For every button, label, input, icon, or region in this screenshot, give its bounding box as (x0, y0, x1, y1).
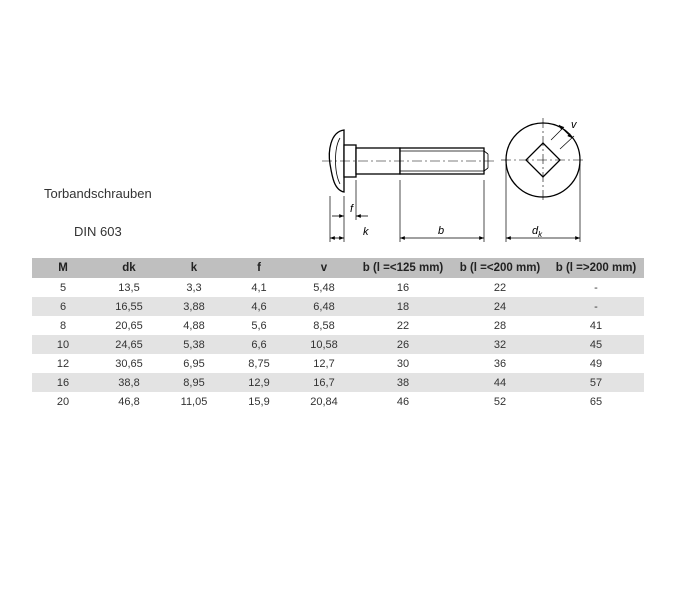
column-header: k (164, 258, 224, 278)
table-cell: 16 (32, 373, 94, 392)
table-cell: 16,55 (94, 297, 164, 316)
column-header: M (32, 258, 94, 278)
table-cell: 10,58 (294, 335, 354, 354)
table-cell: 28 (452, 316, 548, 335)
dimensions-table (32, 258, 644, 411)
table-cell: 4,88 (164, 316, 224, 335)
table-cell: 13,5 (94, 278, 164, 297)
table-cell: 20,65 (94, 316, 164, 335)
table-cell: 4,1 (224, 278, 294, 297)
table-cell: 22 (354, 316, 452, 335)
table-cell: 5 (32, 278, 94, 297)
table-cell: 22 (452, 278, 548, 297)
standard-label: DIN 603 (74, 224, 122, 239)
table-body (32, 278, 644, 411)
table-cell: 52 (452, 392, 548, 411)
table-row (32, 278, 644, 297)
table-row (32, 392, 644, 411)
table-cell: 46 (354, 392, 452, 411)
table-cell: 38,8 (94, 373, 164, 392)
dimension-label-f: f (350, 203, 354, 215)
dimension-label-b: b (438, 225, 445, 237)
table-cell: 16 (354, 278, 452, 297)
column-header: dk (94, 258, 164, 278)
table-header-row (32, 258, 644, 278)
table-row (32, 316, 644, 335)
table-cell: 20 (32, 392, 94, 411)
dimension-label-dk-sub: k (538, 230, 543, 239)
table-cell: - (548, 297, 644, 316)
page-title: Torbandschrauben (44, 186, 152, 201)
table-cell: 4,6 (224, 297, 294, 316)
table-cell: 12 (32, 354, 94, 373)
table-cell: 38 (354, 373, 452, 392)
table-cell: - (548, 278, 644, 297)
table-cell: 8,58 (294, 316, 354, 335)
table-cell: 3,88 (164, 297, 224, 316)
table-cell: 15,9 (224, 392, 294, 411)
table-cell: 12,9 (224, 373, 294, 392)
table-cell: 46,8 (94, 392, 164, 411)
dimension-label-dk (532, 225, 543, 239)
table-cell: 3,3 (164, 278, 224, 297)
dimension-label-v: v (571, 119, 577, 131)
table-cell: 8,95 (164, 373, 224, 392)
table-cell: 6 (32, 297, 94, 316)
table-cell: 5,48 (294, 278, 354, 297)
table-cell: 5,38 (164, 335, 224, 354)
table-cell: 36 (452, 354, 548, 373)
table-row (32, 373, 644, 392)
table-cell: 18 (354, 297, 452, 316)
bolt-technical-drawing (318, 100, 588, 250)
table-cell: 6,95 (164, 354, 224, 373)
table-cell: 6,6 (224, 335, 294, 354)
column-header: b (l =>200 mm) (548, 258, 644, 278)
table-cell: 49 (548, 354, 644, 373)
table-cell: 44 (452, 373, 548, 392)
table-cell: 12,7 (294, 354, 354, 373)
table-cell: 24,65 (94, 335, 164, 354)
table-cell: 32 (452, 335, 548, 354)
table-cell: 8 (32, 316, 94, 335)
table-cell: 24 (452, 297, 548, 316)
table-cell: 65 (548, 392, 644, 411)
table-cell: 5,6 (224, 316, 294, 335)
table-cell: 41 (548, 316, 644, 335)
column-header: f (224, 258, 294, 278)
table-cell: 6,48 (294, 297, 354, 316)
table-cell: 30 (354, 354, 452, 373)
column-header: v (294, 258, 354, 278)
table-cell: 57 (548, 373, 644, 392)
table-cell: 45 (548, 335, 644, 354)
table-cell: 8,75 (224, 354, 294, 373)
dimension-label-k: k (363, 226, 369, 238)
dimension-label-dk-main: d (532, 225, 539, 237)
table-cell: 30,65 (94, 354, 164, 373)
table-cell: 20,84 (294, 392, 354, 411)
table-row (32, 335, 644, 354)
table-row (32, 354, 644, 373)
column-header: b (l =<200 mm) (452, 258, 548, 278)
table-cell: 10 (32, 335, 94, 354)
table-cell: 16,7 (294, 373, 354, 392)
table-cell: 11,05 (164, 392, 224, 411)
table-cell: 26 (354, 335, 452, 354)
column-header: b (l =<125 mm) (354, 258, 452, 278)
table-row (32, 297, 644, 316)
